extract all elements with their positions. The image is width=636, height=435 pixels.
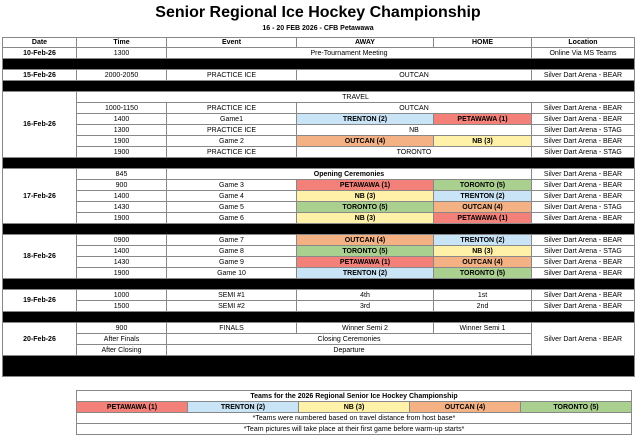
event-cell: Opening Ceremonies — [167, 169, 532, 180]
time-cell: 1430 — [77, 257, 167, 268]
col-away: AWAY — [297, 38, 434, 48]
time-cell: 1900 — [77, 268, 167, 279]
location-cell: Silver Dart Arena - STAG — [532, 246, 635, 257]
date-cell: 19-Feb-26 — [3, 290, 77, 312]
date-cell: 18-Feb-26 — [3, 235, 77, 279]
away-team-cell: Winner Semi 2 — [297, 323, 434, 334]
away-team-cell: NB (3) — [297, 191, 434, 202]
event-cell: Game 6 — [167, 213, 297, 224]
away-team-cell: TORONTO (5) — [297, 246, 434, 257]
table-row — [3, 48, 635, 59]
location-cell: Silver Dart Arena - BEAR — [532, 136, 635, 147]
home-team-cell: TORONTO (5) — [434, 180, 532, 191]
event-cell: Game 9 — [167, 257, 297, 268]
table-row — [3, 191, 635, 202]
location-cell: Silver Dart Arena - BEAR — [532, 180, 635, 191]
time-cell: 845 — [77, 169, 167, 180]
event-cell: Game 10 — [167, 268, 297, 279]
table-row — [3, 92, 635, 103]
home-team-cell: TRENTON (2) — [434, 235, 532, 246]
separator — [3, 356, 635, 377]
home-team-cell: NB (3) — [434, 246, 532, 257]
home-team-cell: TORONTO (5) — [434, 268, 532, 279]
date-cell: 10-Feb-26 — [3, 48, 77, 59]
home-team-cell: PETAWAWA (1) — [434, 114, 532, 125]
table-row — [3, 114, 635, 125]
away-team-cell: NB (3) — [297, 213, 434, 224]
table-row — [3, 290, 635, 301]
time-cell: 900 — [77, 180, 167, 191]
event-cell: SEMI #1 — [167, 290, 297, 301]
time-cell: 1300 — [77, 125, 167, 136]
separator — [3, 279, 635, 290]
time-cell: 1430 — [77, 202, 167, 213]
home-team-cell: 2nd — [434, 301, 532, 312]
event-cell: Game 3 — [167, 180, 297, 191]
date-cell: 16-Feb-26 — [3, 92, 77, 158]
location-cell: Silver Dart Arena - BEAR — [532, 301, 635, 312]
location-cell: Silver Dart Arena - STAG — [532, 125, 635, 136]
team-cell: TORONTO (5) — [521, 402, 632, 413]
event-cell: PRACTICE ICE — [167, 147, 297, 158]
away-team-cell: PETAWAWA (1) — [297, 180, 434, 191]
team-cell: OUTCAN (4) — [410, 402, 521, 413]
location-cell: Online Via MS Teams — [532, 48, 635, 59]
table-row — [3, 268, 635, 279]
time-cell: After Closing — [77, 345, 167, 356]
time-cell: 900 — [77, 323, 167, 334]
event-cell: Game1 — [167, 114, 297, 125]
col-time: Time — [77, 38, 167, 48]
event-cell: Game 8 — [167, 246, 297, 257]
table-row — [3, 323, 635, 334]
table-row — [3, 125, 635, 136]
location-cell: Silver Dart Arena - BEAR — [532, 257, 635, 268]
event-cell: SEMI #2 — [167, 301, 297, 312]
time-cell: After Finals — [77, 334, 167, 345]
date-cell: 20-Feb-26 — [3, 323, 77, 356]
location-cell: Silver Dart Arena - BEAR — [532, 323, 635, 356]
header-row — [3, 38, 635, 48]
event-cell: PRACTICE ICE — [167, 70, 297, 81]
table-row — [3, 257, 635, 268]
team-cell: NB (3) — [299, 402, 410, 413]
event-cell: Pre-Tournament Meeting — [167, 48, 532, 59]
event-cell: PRACTICE ICE — [167, 125, 297, 136]
event-cell: FINALS — [167, 323, 297, 334]
home-team-cell: 1st — [434, 290, 532, 301]
location-cell: Silver Dart Arena - BEAR — [532, 268, 635, 279]
away-team-cell: OUTCAN (4) — [297, 235, 434, 246]
separator — [3, 158, 635, 169]
table-row — [3, 301, 635, 312]
time-cell: 1000 — [77, 290, 167, 301]
table-row — [3, 103, 635, 114]
team-cell: OUTCAN — [297, 103, 532, 114]
location-cell: Silver Dart Arena - BEAR — [532, 290, 635, 301]
teams-row — [77, 402, 632, 413]
time-cell: 1300 — [77, 48, 167, 59]
team-cell: NB — [297, 125, 532, 136]
table-row — [3, 147, 635, 158]
col-date: Date — [3, 38, 77, 48]
table-row — [3, 202, 635, 213]
time-cell: 1400 — [77, 246, 167, 257]
team-cell: TORONTO — [297, 147, 532, 158]
time-cell: 1000-1150 — [77, 103, 167, 114]
time-cell: 0900 — [77, 235, 167, 246]
location-cell: Silver Dart Arena - BEAR — [532, 114, 635, 125]
table-row — [3, 136, 635, 147]
location-cell: Silver Dart Arena - BEAR — [532, 235, 635, 246]
location-cell: Silver Dart Arena - BEAR — [532, 70, 635, 81]
team-cell: TRENTON (2) — [188, 402, 299, 413]
schedule-table — [2, 37, 635, 377]
teams-title: Teams for the 2026 Regional Senior Ice Hockey Championship — [77, 391, 632, 402]
away-team-cell: OUTCAN (4) — [297, 136, 434, 147]
away-team-cell: 4th — [297, 290, 434, 301]
teams-note: *Teams were numbered based on travel distance from host base* — [77, 413, 632, 424]
separator — [3, 312, 635, 323]
event-cell: Closing Ceremonies — [167, 334, 532, 345]
away-team-cell: TRENTON (2) — [297, 114, 434, 125]
teams-table — [76, 390, 632, 435]
location-cell: Silver Dart Arena - BEAR — [532, 213, 635, 224]
table-row — [3, 235, 635, 246]
separator — [3, 59, 635, 70]
away-team-cell: PETAWAWA (1) — [297, 257, 434, 268]
home-team-cell: Winner Semi 1 — [434, 323, 532, 334]
home-team-cell: TRENTON (2) — [434, 191, 532, 202]
travel-cell: TRAVEL — [77, 92, 635, 103]
page-title: Senior Regional Ice Hockey Championship — [155, 4, 481, 21]
team-cell: PETAWAWA (1) — [77, 402, 188, 413]
time-cell: 1500 — [77, 301, 167, 312]
time-cell: 1900 — [77, 136, 167, 147]
time-cell: 1400 — [77, 191, 167, 202]
home-team-cell: NB (3) — [434, 136, 532, 147]
location-cell: Silver Dart Arena - BEAR — [532, 191, 635, 202]
time-cell: 1400 — [77, 114, 167, 125]
event-cell: PRACTICE ICE — [167, 103, 297, 114]
event-cell: Game 2 — [167, 136, 297, 147]
col-home: HOME — [434, 38, 532, 48]
location-cell: Silver Dart Arena - STAG — [532, 202, 635, 213]
table-row — [3, 246, 635, 257]
event-cell: Departure — [167, 345, 532, 356]
separator — [3, 81, 635, 92]
col-event: Event — [167, 38, 297, 48]
home-team-cell: OUTCAN (4) — [434, 202, 532, 213]
home-team-cell: PETAWAWA (1) — [434, 213, 532, 224]
teams-note: *Team pictures will take place at their first game before warm-up starts* — [77, 424, 632, 435]
away-team-cell: TRENTON (2) — [297, 268, 434, 279]
time-cell: 1900 — [77, 147, 167, 158]
page-subtitle: 16 - 20 FEB 2026 - CFB Petawawa — [262, 25, 374, 32]
table-row — [3, 180, 635, 191]
location-cell: Silver Dart Arena - STAG — [532, 147, 635, 158]
location-cell: Silver Dart Arena - BEAR — [532, 103, 635, 114]
date-cell: 15-Feb-26 — [3, 70, 77, 81]
home-team-cell: OUTCAN (4) — [434, 257, 532, 268]
date-cell: 17-Feb-26 — [3, 169, 77, 224]
table-row — [3, 169, 635, 180]
away-team-cell: 3rd — [297, 301, 434, 312]
event-cell: Game 7 — [167, 235, 297, 246]
time-cell: 2000-2050 — [77, 70, 167, 81]
time-cell: 1900 — [77, 213, 167, 224]
table-row — [3, 213, 635, 224]
event-cell: Game 5 — [167, 202, 297, 213]
team-cell: OUTCAN — [297, 70, 532, 81]
location-cell: Silver Dart Arena - BEAR — [532, 169, 635, 180]
table-row — [3, 70, 635, 81]
separator — [3, 224, 635, 235]
col-location: Location — [532, 38, 635, 48]
away-team-cell: TORONTO (5) — [297, 202, 434, 213]
event-cell: Game 4 — [167, 191, 297, 202]
